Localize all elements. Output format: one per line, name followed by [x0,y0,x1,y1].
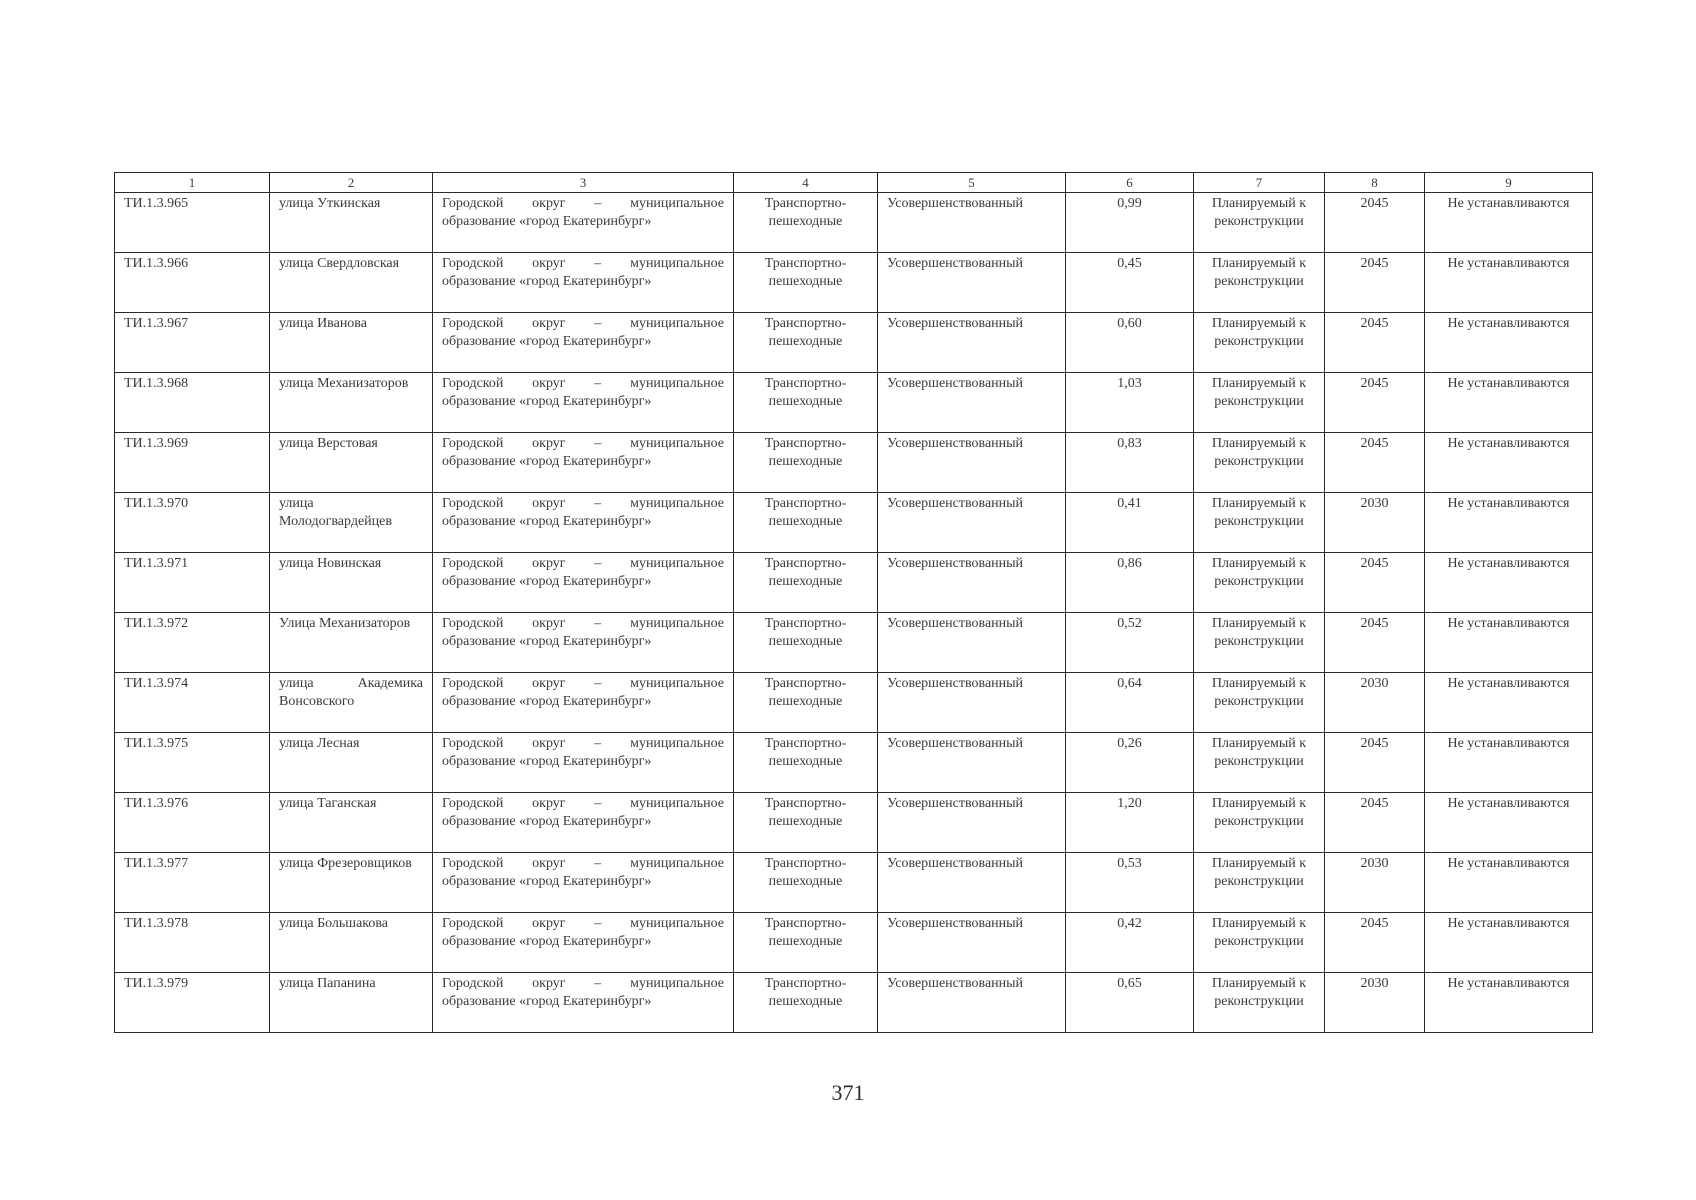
surface-type-cell: Усовершенствованный [878,313,1066,373]
road-type-cell: Транспортно-пешеходные [734,913,878,973]
length-cell: 0,86 [1066,553,1194,613]
status-cell: Планируемый к реконструкции [1194,493,1325,553]
column-header-6: 6 [1066,173,1194,193]
road-type-cell: Транспортно-пешеходные [734,793,878,853]
status-cell: Планируемый к реконструкции [1194,793,1325,853]
length-cell: 0,83 [1066,433,1194,493]
object-id-cell: ТИ.1.3.970 [115,493,270,553]
length-cell: 0,99 [1066,193,1194,253]
object-id-cell: ТИ.1.3.969 [115,433,270,493]
table-row [115,793,1593,853]
zones-cell: Не устанавливаются [1425,553,1593,613]
municipality-cell: Городской округ – муниципальное образование «город Екатеринбург» [433,193,734,253]
surface-type-cell: Усовершенствованный [878,193,1066,253]
header-row [115,173,1593,193]
table-body [115,193,1593,1033]
municipality-cell: Городской округ – муниципальное образование «город Екатеринбург» [433,313,734,373]
municipality-cell: Городской округ – муниципальное образование «город Екатеринбург» [433,613,734,673]
table-row [115,433,1593,493]
length-cell: 0,60 [1066,313,1194,373]
road-type-cell: Транспортно-пешеходные [734,853,878,913]
column-header-8: 8 [1325,173,1425,193]
object-id-cell: ТИ.1.3.968 [115,373,270,433]
zones-cell: Не устанавливаются [1425,973,1593,1033]
municipality-cell: Городской округ – муниципальное образование «город Екатеринбург» [433,553,734,613]
surface-type-cell: Усовершенствованный [878,493,1066,553]
object-id-cell: ТИ.1.3.967 [115,313,270,373]
surface-type-cell: Усовершенствованный [878,853,1066,913]
street-name-cell: улица Фрезеровщиков [270,853,433,913]
table-row [115,493,1593,553]
length-cell: 0,52 [1066,613,1194,673]
zones-cell: Не устанавливаются [1425,733,1593,793]
road-type-cell: Транспортно-пешеходные [734,613,878,673]
road-type-cell: Транспортно-пешеходные [734,253,878,313]
zones-cell: Не устанавливаются [1425,673,1593,733]
surface-type-cell: Усовершенствованный [878,733,1066,793]
length-cell: 0,26 [1066,733,1194,793]
road-type-cell: Транспортно-пешеходные [734,673,878,733]
length-cell: 0,64 [1066,673,1194,733]
length-cell: 0,41 [1066,493,1194,553]
street-name-cell: улица Уткинская [270,193,433,253]
year-cell: 2045 [1325,253,1425,313]
municipality-cell: Городской округ – муниципальное образование «город Екатеринбург» [433,493,734,553]
column-header-7: 7 [1194,173,1325,193]
road-type-cell: Транспортно-пешеходные [734,433,878,493]
status-cell: Планируемый к реконструкции [1194,913,1325,973]
street-name-cell: улица Верстовая [270,433,433,493]
street-name-cell: улица Большакова [270,913,433,973]
zones-cell: Не устанавливаются [1425,373,1593,433]
year-cell: 2045 [1325,613,1425,673]
street-name-cell: улица Папанина [270,973,433,1033]
street-name-cell: улица Академика Вонсовского [270,673,433,733]
status-cell: Планируемый к реконструкции [1194,553,1325,613]
length-cell: 0,45 [1066,253,1194,313]
year-cell: 2045 [1325,553,1425,613]
table-row [115,853,1593,913]
year-cell: 2045 [1325,793,1425,853]
municipality-cell: Городской округ – муниципальное образование «город Екатеринбург» [433,433,734,493]
column-header-5: 5 [878,173,1066,193]
surface-type-cell: Усовершенствованный [878,433,1066,493]
table-row [115,613,1593,673]
street-name-cell: улица Таганская [270,793,433,853]
object-id-cell: ТИ.1.3.974 [115,673,270,733]
table-row [115,373,1593,433]
surface-type-cell: Усовершенствованный [878,613,1066,673]
column-header-1: 1 [115,173,270,193]
page-number: 371 [831,1080,865,1105]
year-cell: 2045 [1325,313,1425,373]
table-row [115,193,1593,253]
year-cell: 2045 [1325,733,1425,793]
year-cell: 2030 [1325,493,1425,553]
length-cell: 0,53 [1066,853,1194,913]
object-id-cell: ТИ.1.3.979 [115,973,270,1033]
surface-type-cell: Усовершенствованный [878,253,1066,313]
status-cell: Планируемый к реконструкции [1194,313,1325,373]
length-cell: 0,65 [1066,973,1194,1033]
road-type-cell: Транспортно-пешеходные [734,553,878,613]
infrastructure-table [114,172,1593,1033]
column-header-2: 2 [270,173,433,193]
table-row [115,673,1593,733]
status-cell: Планируемый к реконструкции [1194,613,1325,673]
object-id-cell: ТИ.1.3.965 [115,193,270,253]
object-id-cell: ТИ.1.3.977 [115,853,270,913]
road-type-cell: Транспортно-пешеходные [734,733,878,793]
surface-type-cell: Усовершенствованный [878,673,1066,733]
zones-cell: Не устанавливаются [1425,793,1593,853]
table-row [115,913,1593,973]
year-cell: 2045 [1325,193,1425,253]
status-cell: Планируемый к реконструкции [1194,373,1325,433]
year-cell: 2030 [1325,853,1425,913]
municipality-cell: Городской округ – муниципальное образование «город Екатеринбург» [433,973,734,1033]
surface-type-cell: Усовершенствованный [878,553,1066,613]
surface-type-cell: Усовершенствованный [878,793,1066,853]
street-name-cell: Улица Механизаторов [270,613,433,673]
table-row [115,973,1593,1033]
column-header-4: 4 [734,173,878,193]
zones-cell: Не устанавливаются [1425,433,1593,493]
zones-cell: Не устанавливаются [1425,613,1593,673]
zones-cell: Не устанавливаются [1425,253,1593,313]
table-row [115,733,1593,793]
year-cell: 2045 [1325,373,1425,433]
zones-cell: Не устанавливаются [1425,853,1593,913]
length-cell: 1,20 [1066,793,1194,853]
zones-cell: Не устанавливаются [1425,913,1593,973]
road-type-cell: Транспортно-пешеходные [734,973,878,1033]
status-cell: Планируемый к реконструкции [1194,193,1325,253]
length-cell: 0,42 [1066,913,1194,973]
zones-cell: Не устанавливаются [1425,193,1593,253]
zones-cell: Не устанавливаются [1425,313,1593,373]
year-cell: 2030 [1325,673,1425,733]
table-row [115,553,1593,613]
zones-cell: Не устанавливаются [1425,493,1593,553]
surface-type-cell: Усовершенствованный [878,373,1066,433]
surface-type-cell: Усовершенствованный [878,973,1066,1033]
street-name-cell: улица Молодогвардейцев [270,493,433,553]
object-id-cell: ТИ.1.3.972 [115,613,270,673]
status-cell: Планируемый к реконструкции [1194,733,1325,793]
status-cell: Планируемый к реконструкции [1194,673,1325,733]
municipality-cell: Городской округ – муниципальное образование «город Екатеринбург» [433,253,734,313]
municipality-cell: Городской округ – муниципальное образование «город Екатеринбург» [433,373,734,433]
municipality-cell: Городской округ – муниципальное образование «город Екатеринбург» [433,673,734,733]
length-cell: 1,03 [1066,373,1194,433]
object-id-cell: ТИ.1.3.966 [115,253,270,313]
municipality-cell: Городской округ – муниципальное образование «город Екатеринбург» [433,853,734,913]
municipality-cell: Городской округ – муниципальное образование «город Екатеринбург» [433,733,734,793]
street-name-cell: улица Иванова [270,313,433,373]
municipality-cell: Городской округ – муниципальное образование «город Екатеринбург» [433,793,734,853]
street-name-cell: улица Механизаторов [270,373,433,433]
year-cell: 2030 [1325,973,1425,1033]
object-id-cell: ТИ.1.3.975 [115,733,270,793]
year-cell: 2045 [1325,913,1425,973]
status-cell: Планируемый к реконструкции [1194,433,1325,493]
object-id-cell: ТИ.1.3.971 [115,553,270,613]
status-cell: Планируемый к реконструкции [1194,853,1325,913]
surface-type-cell: Усовершенствованный [878,913,1066,973]
street-name-cell: улица Новинская [270,553,433,613]
column-header-3: 3 [433,173,734,193]
table-row [115,313,1593,373]
column-header-9: 9 [1425,173,1593,193]
road-type-cell: Транспортно-пешеходные [734,193,878,253]
object-id-cell: ТИ.1.3.976 [115,793,270,853]
status-cell: Планируемый к реконструкции [1194,253,1325,313]
street-name-cell: улица Свердловская [270,253,433,313]
road-type-cell: Транспортно-пешеходные [734,493,878,553]
road-type-cell: Транспортно-пешеходные [734,373,878,433]
street-name-cell: улица Лесная [270,733,433,793]
object-id-cell: ТИ.1.3.978 [115,913,270,973]
status-cell: Планируемый к реконструкции [1194,973,1325,1033]
year-cell: 2045 [1325,433,1425,493]
table-row [115,253,1593,313]
road-type-cell: Транспортно-пешеходные [734,313,878,373]
municipality-cell: Городской округ – муниципальное образование «город Екатеринбург» [433,913,734,973]
